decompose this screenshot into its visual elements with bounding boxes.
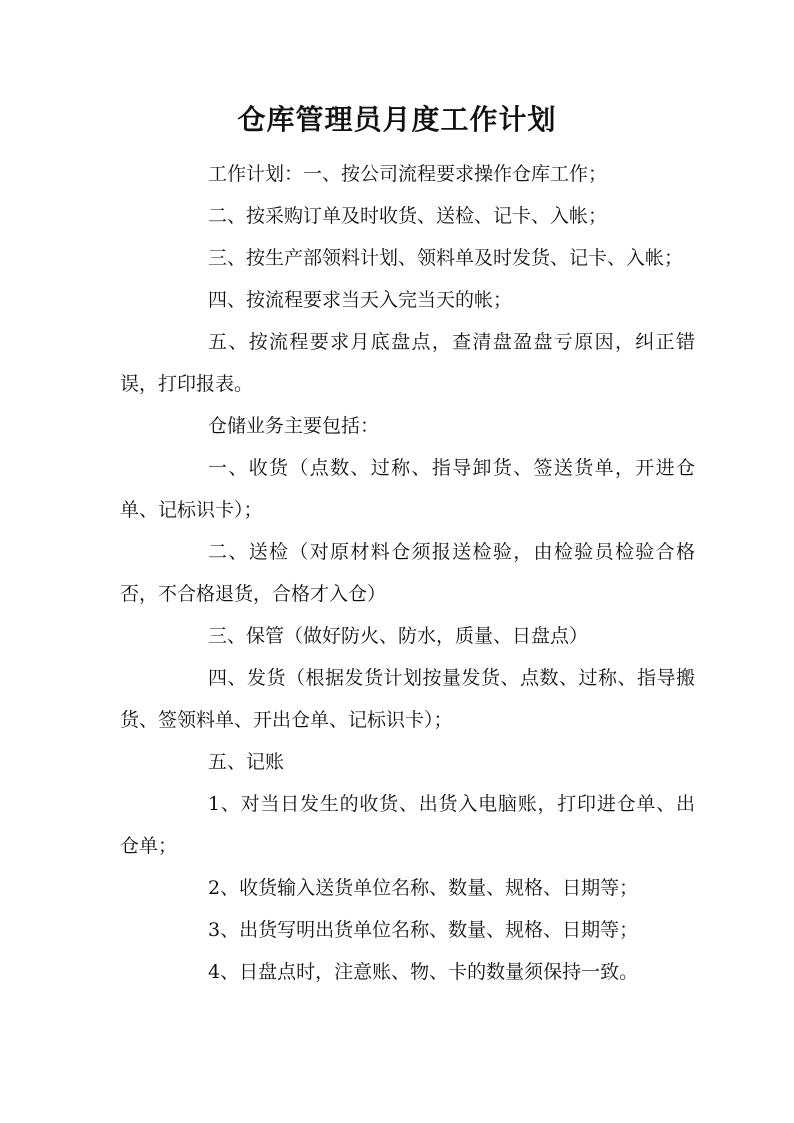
- document-body: [120, 153, 695, 993]
- paragraph-work-plan-1: 工作计划：一、按公司流程要求操作仓库工作；: [208, 163, 608, 185]
- paragraph-bookkeeping-2: 2、收货输入送货单位名称、数量、规格、日期等；: [208, 877, 639, 899]
- paragraph-storage: 三、保管（做好防火、防水，质量、日盘点）: [208, 625, 589, 647]
- paragraph-work-plan-5: 五、按流程要求月底盘点，查清盘盈盘亏原因，纠正错误，打印报表。: [120, 331, 695, 395]
- paragraph-shipping: 四、发货（根据发货计划按量发货、点数、过称、指导搬货、签领料单、开出仓单、记标识卡）；: [120, 667, 695, 731]
- paragraph-bookkeeping-4: 4、日盘点时，注意账、物、卡的数量须保持一致。: [208, 961, 639, 983]
- paragraph-bookkeeping-3: 3、出货写明出货单位名称、数量、规格、日期等；: [208, 919, 639, 941]
- paragraph-work-plan-3: 三、按生产部领料计划、领料单及时发货、记卡、入帐；: [208, 247, 684, 269]
- paragraph-bookkeeping-1: 1、对当日发生的收货、出货入电脑账，打印进仓单、出仓单；: [120, 793, 695, 857]
- paragraph-work-plan-4: 四、按流程要求当天入完当天的帐；: [208, 289, 513, 311]
- paragraph-storage-heading: 仓储业务主要包括：: [208, 415, 380, 437]
- paragraph-work-plan-2: 二、按采购订单及时收货、送检、记卡、入帐；: [208, 205, 608, 227]
- document-title: 仓库管理员月度工作计划: [237, 103, 557, 136]
- paragraph-bookkeeping-heading: 五、记账: [208, 751, 285, 773]
- paragraph-inspection: 二、送检（对原材料仓须报送检验，由检验员检验合格否，不合格退货，合格才入仓）: [120, 541, 695, 605]
- paragraph-receiving: 一、收货（点数、过称、指导卸货、签送货单，开进仓单、记标识卡）；: [120, 457, 695, 521]
